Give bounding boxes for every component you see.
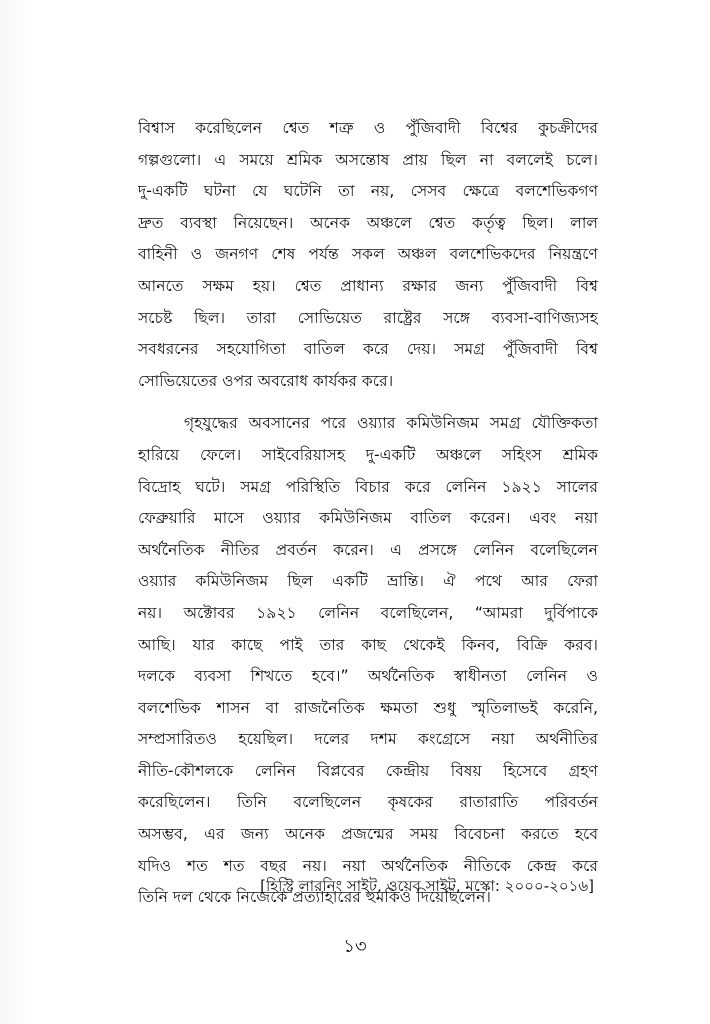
text-line: অর্থনৈতিক নীতির প্রবর্তন করেন। এ প্রসঙ্গে লেনিন বলেছিলেন [138, 540, 598, 559]
text-line: ফেব্রুয়ারি মাসে ওয়্যার কমিউনিজম বাতিল করেন। এবং নয়া [138, 509, 598, 528]
paragraph-2 [138, 408, 598, 914]
text-line: হারিয়ে ফেলে। সাইবেরিয়াসহ দু-একটি অঞ্চলে সহিংস শ্রমিক [138, 445, 598, 464]
text-line: আনতে সক্ষম হয়। শ্বেত প্রাধান্য রক্ষার জন্য পুঁজিবাদী বিশ্ব [138, 276, 598, 295]
text-line: নীতি-কৌশলকে লেনিন বিপ্লবের কেন্দ্রীয় বিষয় হিসেবে গ্রহণ [138, 761, 598, 780]
body-text [138, 113, 598, 914]
page-number: ১৩ [343, 936, 367, 957]
text-line: বিশ্বাস করেছিলেন শ্বেত শত্রু ও পুঁজিবাদী বিশ্বের কুচক্রীদের [138, 119, 598, 137]
text-line: সম্প্রসারিতও হয়েছিল। দলের দশম কংগ্রেসে নয়া অর্থনীতির [138, 730, 598, 749]
text-line: ওয়্যার কমিউনিজম ছিল একটি ভ্রান্তি। ঐ পথে আর ফেরা [138, 572, 598, 591]
text-line: বাহিনী ও জনগণ শেষ পর্যন্ত সকল অঞ্চল বলশেভিকদের নিয়ন্ত্রণে [138, 245, 598, 264]
text-line: বিদ্রোহ ঘটে। সমগ্র পরিস্থিতি বিচার করে লেনিন ১৯২১ সালের [138, 477, 598, 496]
text-line: গল্পগুলো। এ সময়ে শ্রমিক অসন্তোষ প্রায় ছিল না বললেই চলে। [138, 150, 598, 169]
text-line: দ্রুত ব্যবস্থা নিয়েছেন। অনেক অঞ্চলে শ্বেত কর্তৃত্ব ছিল। লাল [138, 213, 598, 232]
text-line: অসম্ভব, এর জন্য অনেক প্রজন্মের সময় বিবেচনা করতে হবে [138, 825, 598, 844]
text-line: সবধরনের সহযোগিতা বাতিল করে দেয়। সমগ্র পুঁজিবাদী বিশ্ব [138, 340, 598, 359]
text-line: দলকে ব্যবসা শিখতে হবে।” অর্থনৈতিক স্বাধীনতা লেনিন ও [138, 667, 598, 686]
paragraph-1 [138, 113, 598, 397]
paragraph-spacer [138, 397, 598, 408]
text-line: তিনি দল থেকে নিজেকে প্রত্যাহারের হুমকিও দিয়েছিলেন। [138, 888, 492, 907]
text-line: দু-একটি ঘটনা যে ঘটেনি তা নয়, সেসব ক্ষেত্রে বলশেভিকগণ [138, 182, 598, 201]
text-line: নয়। অক্টোবর ১৯২১ লেনিন বলেছিলেন, “আমরা দুর্বিপাকে [138, 603, 598, 622]
text-line: গৃহযুদ্ধের অবসানের পরে ওয়্যার কমিউনিজম সমগ্র যৌক্তিকতা [184, 414, 598, 433]
text-line: বলশেভিক শাসন বা রাজনৈতিক ক্ষমতা শুধু স্মৃতিলাভই করেনি, [138, 698, 598, 717]
text-line: সচেষ্ট ছিল। তারা সোভিয়েত রাষ্ট্রের সঙ্গে ব্যবসা-বাণিজ্যসহ [138, 308, 598, 327]
source-citation: [হিস্ট্রি লারনিং সাইট, ওয়েব সাইট, মস্কো: ২০০০-২০১৬] [260, 877, 594, 895]
text-line: করেছিলেন। তিনি বলেছিলেন কৃষকের রাতারাতি পরিবর্তন [138, 793, 598, 812]
text-line: সোভিয়েতের ওপর অবরোধ কার্যকর করে। [138, 371, 394, 390]
text-line: আছি। যার কাছে পাই তার কাছ থেকেই কিনব, বিক্রি করব। [138, 635, 598, 654]
text-line: যদিও শত শত বছর নয়। নয়া অর্থনৈতিক নীতিকে কেন্দ্র করে [138, 856, 598, 875]
